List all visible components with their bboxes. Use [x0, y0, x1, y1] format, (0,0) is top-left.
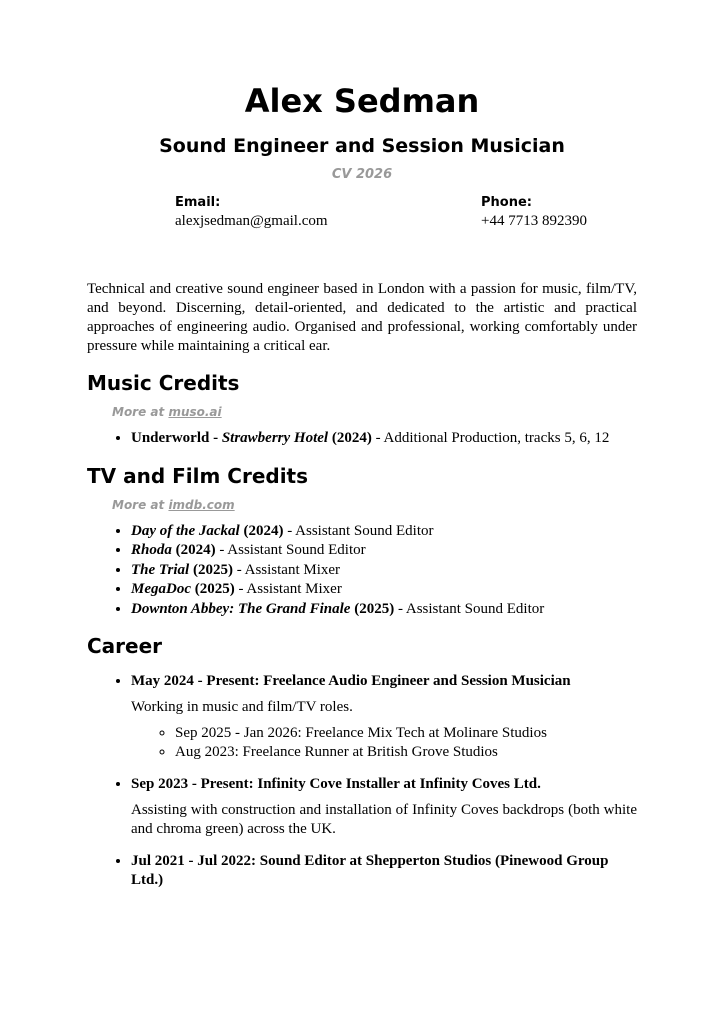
phone-block: [481, 194, 587, 231]
contact-row: [87, 194, 637, 242]
career-sublist: [131, 724, 637, 762]
job-title: Sound Engineer and Session Musician: [159, 135, 565, 157]
career-item: [131, 852, 637, 890]
tv-more-prefix: More at: [112, 497, 169, 512]
career-list: [87, 672, 637, 890]
credit-list-item: [131, 561, 637, 581]
muso-link[interactable]: muso.ai: [168, 405, 222, 419]
music-credits-heading: Music Credits: [87, 371, 240, 395]
credit-title: Strawberry Hotel: [221, 430, 329, 446]
career-subitem: ◦ Aug 2023: Freelance Runner at British Grove Studios: [175, 743, 637, 762]
career-subitem: ◦ Sep 2025 - Jan 2026: Freelance Mix Tech at Molinare Studios: [175, 724, 637, 743]
tv-more-line: [112, 498, 637, 513]
career-item-description: Working in music and film/TV roles.: [131, 699, 353, 715]
career-item-description: Assisting with construction and installation of Infinity Coves backdrops (both white and chroma green) across the UK.: [131, 802, 637, 837]
credit-year: (2024): [328, 430, 372, 446]
summary-paragraph: Technical and creative sound engineer based in London with a passion for music, film/TV, and beyond. Discerning, detail-oriented, and dedicated to the artistic and practical approaches of engineering audio. Organised and professional, working comfortably under pressure while maintaining a critical ear.: [87, 281, 637, 354]
credit-title: Downton Abbey: The Grand Finale: [131, 600, 351, 617]
credit-title: Day of the Jackal: [131, 522, 240, 539]
credit-year: (2024): [171, 542, 216, 558]
credit-year: (2025): [189, 561, 233, 578]
email-value: alexjsedman@gmail.com: [175, 213, 328, 229]
tv-credits-list: [87, 522, 637, 620]
credit-role: - Assistant Sound Editor: [215, 542, 366, 558]
credit-year: (2025): [350, 600, 395, 617]
credit-role: - Assistant Mixer: [234, 581, 342, 597]
credit-list-item: [131, 522, 637, 542]
email-label: Email:: [175, 195, 221, 210]
music-more-prefix: More at: [112, 405, 169, 419]
phone-value: +44 7713 892390: [481, 213, 587, 229]
credit-role: - Assistant Mixer: [232, 561, 341, 578]
career-item: [131, 775, 637, 839]
career-heading: Career: [87, 634, 163, 658]
music-credits-list: [87, 429, 637, 449]
cv-version-label: CV 2026: [331, 167, 393, 182]
music-more-line: [112, 405, 637, 420]
credit-role: - Assistant Sound Editor: [283, 522, 434, 539]
tv-film-credits-heading: TV and Film Credits: [87, 463, 309, 488]
email-block: [175, 194, 328, 231]
credit-list-item: [131, 580, 637, 600]
credit-list-item: [131, 541, 637, 561]
credit-role: - Additional Production, tracks 5, 6, 12: [371, 430, 610, 446]
imdb-link[interactable]: imdb.com: [168, 497, 235, 512]
credit-title: Rhoda: [131, 542, 172, 558]
credit-title: The Trial: [131, 561, 190, 578]
credit-list-item: [131, 429, 637, 449]
credit-artist: Underworld -: [131, 430, 222, 446]
career-item-heading: • Sep 2023 - Present: Infinity Cove Installer at Infinity Coves Ltd.: [131, 776, 541, 792]
credit-title: MegaDoc: [131, 581, 191, 597]
credit-year: (2025): [191, 581, 235, 597]
phone-label: Phone:: [481, 195, 532, 210]
credit-year: (2024): [239, 522, 284, 539]
career-item-heading: • Jul 2021 - Jul 2022: Sound Editor at Shepperton Studios (Pinewood Group Ltd.): [131, 853, 609, 888]
page-title: Alex Sedman: [244, 82, 480, 120]
career-item: [131, 672, 637, 762]
career-item-heading: • May 2024 - Present: Freelance Audio Engineer and Session Musician: [131, 673, 571, 689]
credit-role: - Assistant Sound Editor: [394, 600, 545, 617]
credit-list-item: [131, 600, 637, 620]
